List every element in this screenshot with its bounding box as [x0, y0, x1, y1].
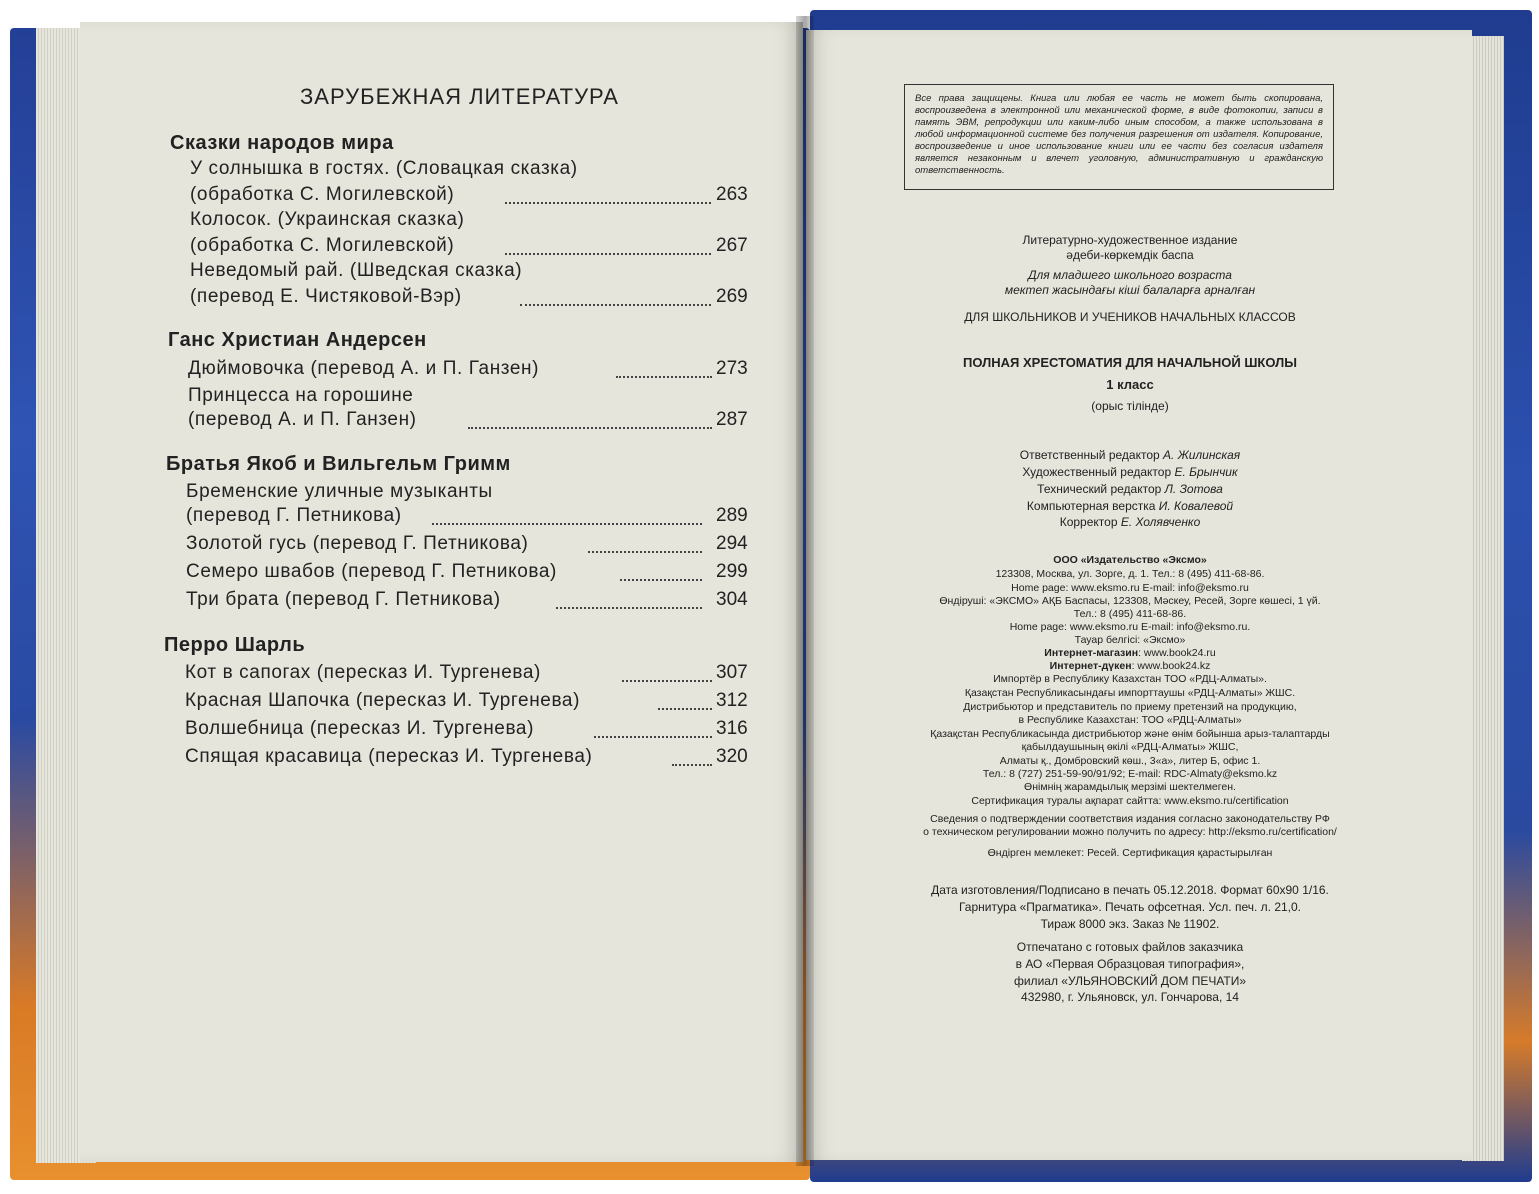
toc-entry-line: Спящая красавица (пересказ И. Тургенева) [185, 746, 593, 767]
certification-line: о техническом регулировании можно получить по адресу: http://eksmo.ru/certification/ [923, 826, 1337, 838]
toc-page-number: 263 [716, 184, 748, 205]
toc-entry-line: Золотой гусь (перевод Г. Петникова) [186, 533, 529, 554]
kz-info-line: Сертификация туралы ақпарат сайтта: www.eksmo.ru/certification [971, 795, 1289, 807]
shop-ru-line: Интернет-магазин: www.book24.ru [1044, 647, 1216, 659]
toc-page-number: 269 [716, 286, 748, 307]
toc-leader-dots [622, 680, 712, 682]
grade-label: 1 класс [1106, 377, 1154, 392]
toc-page-number: 294 [716, 533, 748, 554]
book-spine [796, 16, 814, 1166]
kz-info-line: Тел.: 8 (727) 251-59-90/91/92; E-mail: RDC-Almaty@eksmo.kz [982, 768, 1278, 780]
toc-page-number: 289 [716, 505, 748, 526]
toc-page-number: 304 [716, 589, 748, 610]
print-info-line: Дата изготовления/Подписано в печать 05.12.2018. Формат 60x90 1/16. [931, 883, 1329, 897]
printer-line: Отпечатано с готовых файлов заказчика [1016, 940, 1244, 954]
toc-entry-line: Кот в сапогах (пересказ И. Тургенева) [185, 662, 541, 683]
toc-entry-line: (перевод Г. Петникова) [186, 505, 402, 526]
certification-line: Сведения о подтверждении соответствия издания согласно законодательству РФ [930, 813, 1330, 825]
toc-entry-line: Бременские уличные музыканты [186, 481, 493, 502]
printer-line: филиал «УЛЬЯНОВСКИЙ ДОМ ПЕЧАТИ» [1013, 974, 1247, 988]
publisher-line: Өндіруші: «ЭКСМО» АҚБ Баспасы, 123308, Мәскеу, Ресей, Зорге көшесі, 1 үй. [939, 595, 1321, 607]
toc-page-number: 287 [716, 409, 748, 430]
toc-entry-line: (обработка С. Могилевской) [190, 184, 455, 205]
credit-line: Корректор Е. Холявченко [1059, 515, 1201, 529]
origin-line: Өндірген мемлекет: Ресей. Сертификация қарастырылған [987, 847, 1273, 859]
toc-leader-dots [505, 202, 711, 204]
audience-line: ДЛЯ ШКОЛЬНИКОВ И УЧЕНИКОВ НАЧАЛЬНЫХ КЛАССОВ [964, 310, 1296, 324]
toc-entry-line: У солнышка в гостях. (Словацкая сказка) [190, 158, 578, 179]
publisher-line: Тауар белгісі: «Эксмо» [1074, 634, 1186, 646]
printer-line: 432980, г. Ульяновск, ул. Гончарова, 14 [1021, 990, 1239, 1004]
print-info-line: Тираж 8000 экз. Заказ № 11902. [1040, 917, 1220, 931]
language-label: (орыс тілінде) [1091, 399, 1169, 413]
print-info-line: Гарнитура «Прагматика». Печать офсетная. Усл. печ. л. 21,0. [958, 900, 1302, 914]
kz-info-line: Дистрибьютор и представитель по приему претензий на продукцию, [963, 701, 1297, 713]
toc-page-number: 299 [716, 561, 748, 582]
kz-info-line: Өнімнің жарамдылық мерзімі шектелмеген. [1024, 781, 1236, 793]
toc-leader-dots [520, 304, 711, 306]
kz-info-line: Қазақстан Республикасында дистрибьютор және өнім бойынша арыз-талаптарды [930, 728, 1330, 740]
toc-entry-line: (перевод А. и П. Ганзен) [188, 409, 417, 430]
kz-info-line: Қазақстан Республикасындағы импорттаушы «РДЦ-Алматы» ЖШС. [964, 687, 1296, 699]
toc-group-title: Братья Якоб и Вильгельм Гримм [166, 453, 511, 475]
age-kz: мектеп жасындағы кіші балаларға арналған [1004, 283, 1256, 297]
toc-entry-line: Волшебница (пересказ И. Тургенева) [185, 718, 535, 739]
printer-line: в АО «Первая Образцовая типография», [1015, 957, 1245, 971]
toc-leader-dots [616, 376, 712, 378]
edition-type-kz: әдеби-көркемдік баспа [1066, 248, 1194, 262]
toc-leader-dots [594, 736, 712, 738]
toc-entry-line: (обработка С. Могилевской) [190, 235, 455, 256]
copyright-notice-box [904, 84, 1334, 190]
toc-page-number: 316 [716, 718, 748, 739]
publisher-line: Home page: www.eksmo.ru E-mail: info@eksmo.ru. [1009, 621, 1251, 633]
toc-page-number: 273 [716, 358, 748, 379]
kz-info-line: в Республике Казахстан: ТОО «РДЦ-Алматы» [1018, 714, 1242, 726]
toc-leader-dots [620, 579, 702, 581]
book-title: ПОЛНАЯ ХРЕСТОМАТИЯ ДЛЯ НАЧАЛЬНОЙ ШКОЛЫ [963, 355, 1297, 370]
copyright-notice-text: Все права защищены. Книга или любая ее часть не может быть скопирована, воспроизведена в электронной или механической форме, в виде фотокопии, записи в память ЭВМ, репродукции или каким-либо иным способом, а также использована в любой информационной системе без получения разрешения от издателя. Копирование, воспроизведение и иное использование книги или ее части без согласия издателя является незаконным и влечет уголовную, административную и гражданскую ответственность. [915, 93, 1323, 176]
credit-line: Ответственный редактор А. Жилинская [1019, 448, 1241, 462]
toc-group-title: Ганс Христиан Андерсен [168, 329, 427, 351]
edition-type-ru: Литературно-художественное издание [1022, 233, 1238, 247]
toc-leader-dots [556, 607, 702, 609]
toc-entry-line: Семеро швабов (перевод Г. Петникова) [186, 561, 557, 582]
toc-leader-dots [672, 764, 712, 766]
publisher-line: Home page: www.eksmo.ru E-mail: info@eksmo.ru [1011, 582, 1249, 594]
toc-entry-line: (перевод Е. Чистяковой-Вэр) [190, 286, 462, 307]
toc-leader-dots [505, 253, 711, 255]
toc-entry-line: Колосок. (Украинская сказка) [190, 209, 465, 230]
toc-page-number: 267 [716, 235, 748, 256]
credit-line: Технический редактор Л. Зотова [1037, 482, 1223, 496]
toc-leader-dots [432, 523, 702, 525]
toc-entry-line: Красная Шапочка (пересказ И. Тургенева) [185, 690, 581, 711]
toc-entry-line: Неведомый рай. (Шведская сказка) [190, 260, 523, 281]
age-ru: Для младшего школьного возраста [1028, 268, 1232, 282]
toc-leader-dots [468, 427, 712, 429]
toc-group-title: Перро Шарль [164, 634, 306, 656]
publisher-line: Тел.: 8 (495) 411-68-86. [1073, 608, 1187, 620]
kz-info-line: қабылдаушының өкілі «РДЦ-Алматы» ЖШС, [1021, 741, 1239, 753]
toc-page-number: 320 [716, 746, 748, 767]
toc-entry-line: Принцесса на горошине [188, 385, 414, 406]
toc-leader-dots [658, 708, 712, 710]
credit-line: Компьютерная верстка И. Ковалевой [1026, 499, 1234, 513]
toc-leader-dots [588, 551, 702, 553]
toc-section-title: ЗАРУБЕЖНАЯ ЛИТЕРАТУРА [300, 84, 619, 109]
shop-kz-line: Интернет-дүкен: www.book24.kz [1049, 660, 1211, 672]
toc-entry-line: Три брата (перевод Г. Петникова) [186, 589, 501, 610]
kz-info-line: Алматы қ., Домбровский көш., 3«а», литер Б, офис 1. [999, 755, 1261, 767]
toc-entry-line: Дюймовочка (перевод А. и П. Ганзен) [188, 358, 540, 379]
kz-info-line: Импортёр в Республику Казахстан ТОО «РДЦ-Алматы». [993, 673, 1267, 685]
toc-group-title: Сказки народов мира [170, 132, 394, 154]
toc-page-number: 307 [716, 662, 748, 683]
publisher-line: 123308, Москва, ул. Зорге, д. 1. Тел.: 8 (495) 411-68-86. [995, 568, 1265, 580]
toc-page-number: 312 [716, 690, 748, 711]
publisher-name: ООО «Издательство «Эксмо» [1053, 554, 1207, 566]
credit-line: Художественный редактор Е. Брынчик [1022, 465, 1238, 479]
